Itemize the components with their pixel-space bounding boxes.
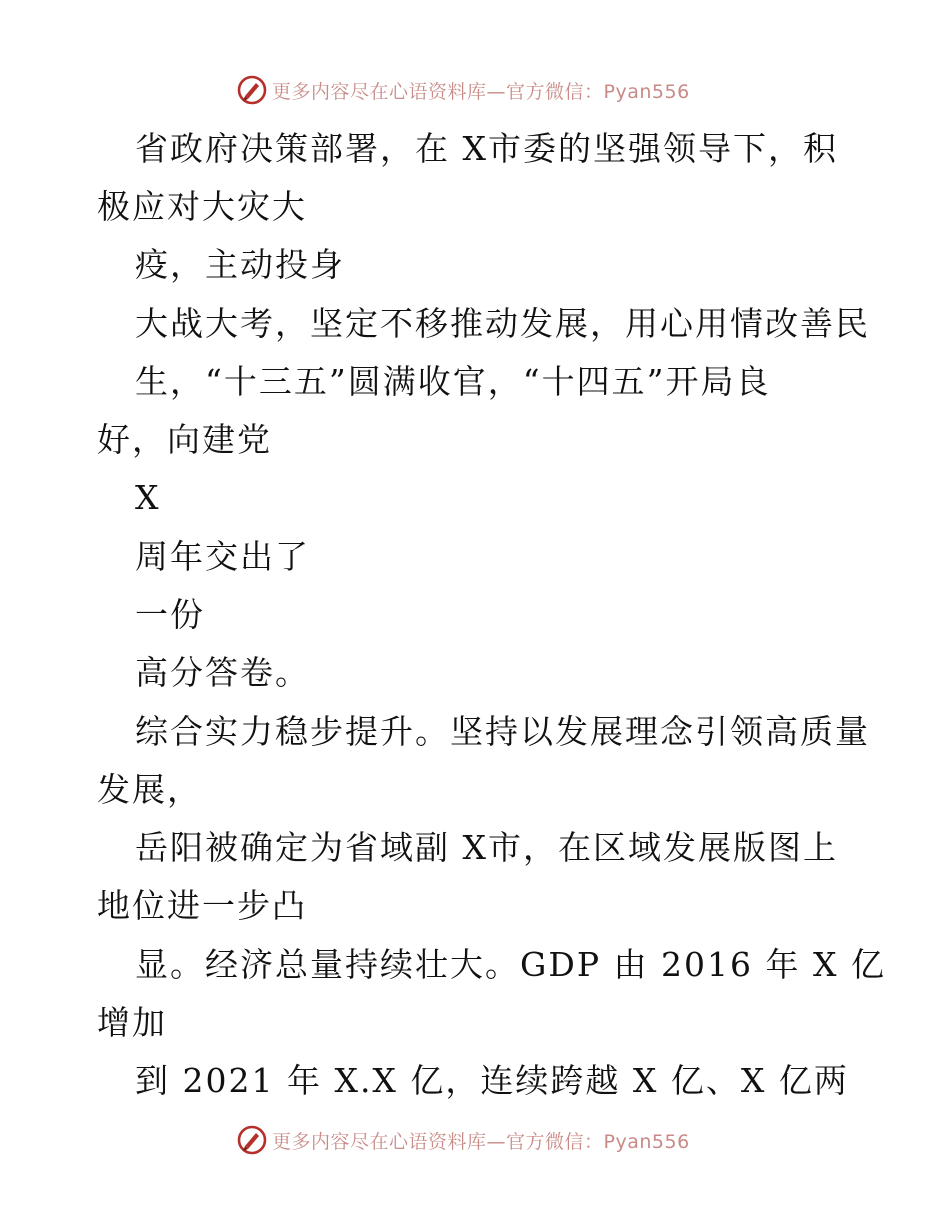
text-line: 极应对大灾大	[97, 187, 307, 226]
text-line: 好，向建党	[97, 420, 272, 459]
text-line: 到 2021 年 X.X 亿，连续跨越 X 亿、X 亿两	[135, 1061, 849, 1100]
footer-watermark	[236, 1122, 690, 1158]
pen-logo-icon	[236, 1124, 268, 1156]
text-line: 疫，主动投身	[135, 245, 345, 284]
text-line: 发展，	[97, 770, 202, 809]
text-line: X	[135, 478, 161, 517]
text-line: 生，“十三五”圆满收官，“十四五”开局良	[135, 362, 771, 401]
text-line: 一份	[135, 595, 205, 634]
watermark-text: 更多内容尽在心语资料库—官方微信：Pyan556	[272, 80, 690, 103]
text-line: 增加	[97, 1003, 167, 1042]
text-line: 岳阳被确定为省域副 X市，在区域发展版图上	[135, 828, 838, 867]
text-line: 高分答卷。	[135, 653, 310, 692]
pen-logo-icon	[236, 74, 268, 106]
header-watermark	[236, 72, 690, 108]
text-line: 显。经济总量持续壮大。GDP 由 2016 年 X 亿	[135, 945, 886, 984]
text-line: 大战大考，坚定不移推动发展，用心用情改善民	[135, 304, 870, 343]
watermark-text: 更多内容尽在心语资料库—官方微信：Pyan556	[272, 1130, 690, 1153]
text-line: 地位进一步凸	[97, 886, 307, 925]
text-line: 省政府决策部署，在 X市委的坚强领导下，积	[135, 129, 838, 168]
text-line: 综合实力稳步提升。坚持以发展理念引领高质量	[135, 712, 870, 751]
text-line: 周年交出了	[135, 537, 310, 576]
